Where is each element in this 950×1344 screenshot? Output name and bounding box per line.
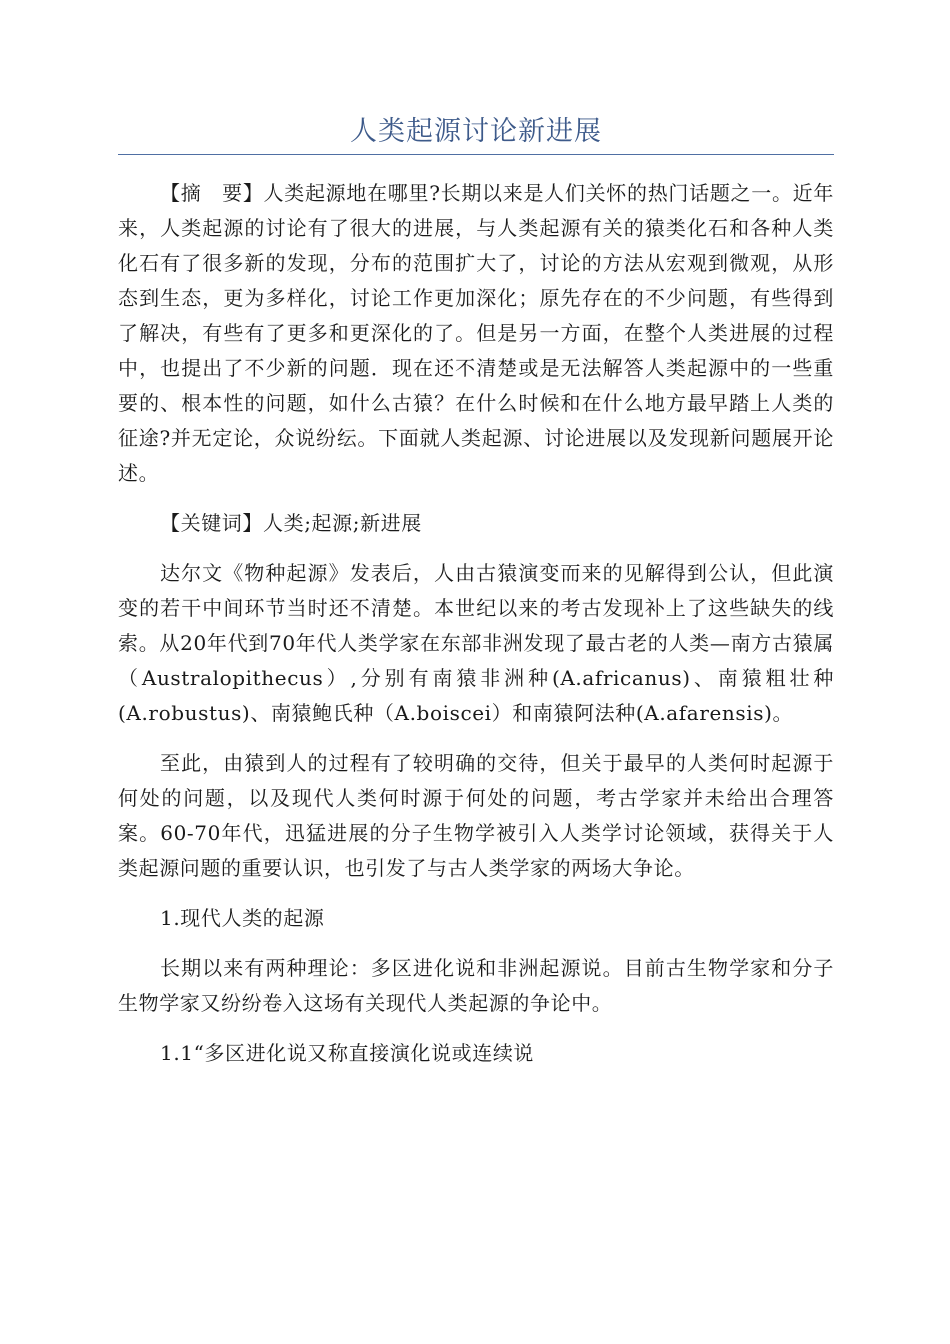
body-paragraph: 达尔文《物种起源》发表后，人由古猿演变而来的见解得到公认，但此演变的若干中间环节当时还不清楚。本世纪以来的考古发现补上了这些缺失的线索。从20年代到70年代人类学家在东部非洲发现了最古老的人类—南方古猿属（Australopithecus）,分别有南猿非洲种(A.africanus)、南猿粗壮种(A.robustus)、南猿鲍氏种（A.boiscei）和南猿阿法种(A.afarensis)。 <box>118 561 834 725</box>
body-paragraph: 至此，由猿到人的过程有了较明确的交待，但关于最早的人类何时起源于何处的问题，以及现代人类何时源于何处的问题，考古学家并未给出合理答案。60-70年代，迅猛进展的分子生物学被引入人类学讨论领域，获得关于人类起源问题的重要认识，也引发了与古人类学家的两场大争论。 <box>118 751 834 880</box>
abstract-paragraph: 【摘 要】人类起源地在哪里?长期以来是人们关怀的热门话题之一。近年来，人类起源的讨论有了很大的进展，与人类起源有关的猿类化石和各种人类化石有了很多新的发现，分布的范围扩大了，讨论的方法从宏观到微观，从形态到生态，更为多样化，讨论工作更加深化；原先存在的不少问题，有些得到了解决，有些有了更多和更深化的了。但是另一方面，在整个人类进展的过程中，也提出了不少新的问题．现在还不清楚或是无法解答人类起源中的一些重要的、根本性的问题，如什么古猿？在什么时候和在什么地方最早踏上人类的征途?并无定论，众说纷纭。下面就人类起源、讨论进展以及发现新问题展开论述。 <box>118 181 834 485</box>
body-paragraph: 长期以来有两种理论：多区进化说和非洲起源说。目前古生物学家和分子生物学家又纷纷卷入这场有关现代人类起源的争论中。 <box>118 956 834 1015</box>
document-title: 人类起源讨论新进展 <box>350 116 602 147</box>
section-heading: 1.现代人类的起源 <box>160 906 325 930</box>
keywords-paragraph: 【关键词】人类;起源;新进展 <box>160 511 422 535</box>
subsection-heading: 1.1“多区进化说又称直接演化说或连续说 <box>160 1041 535 1065</box>
document-body <box>118 176 834 1086</box>
title-underline <box>118 154 834 155</box>
